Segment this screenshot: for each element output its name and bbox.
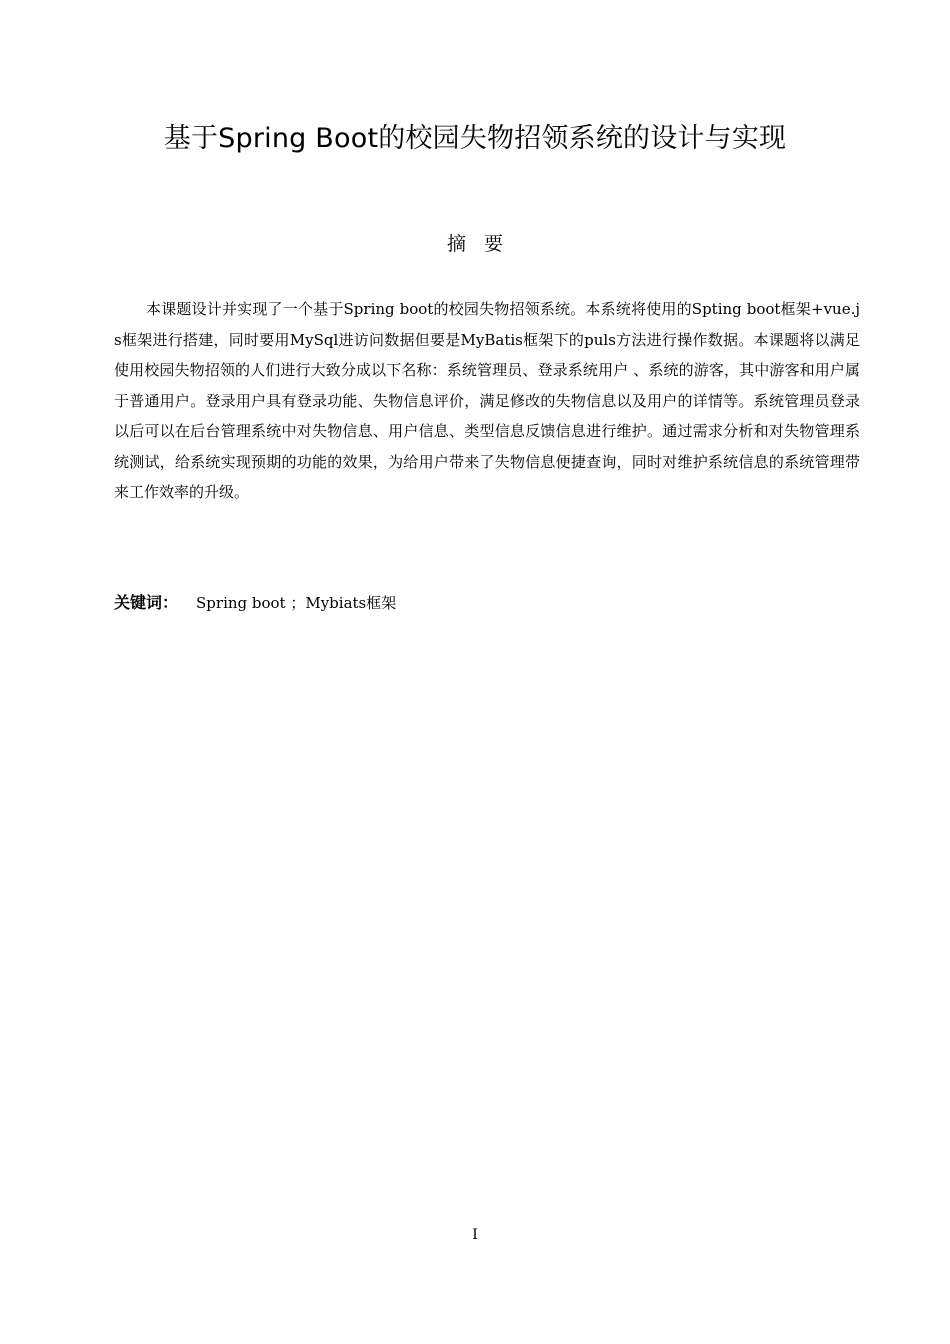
keywords-line	[114, 589, 860, 617]
paper-title: 基于Spring Boot的校园失物招领系统的设计与实现	[163, 123, 787, 154]
abstract-heading: 摘要	[446, 233, 521, 255]
page-number: I	[472, 1227, 478, 1243]
keywords-label: 关键词：	[114, 593, 179, 612]
keywords-value: Spring boot ；Mybiats框架	[196, 594, 397, 612]
abstract-body: 本课题设计并实现了一个基于Spring boot的校园失物招领系统。本系统将使用的Spting boot框架+vue.js框架进行搭建，同时要用MySql进访问数据但要是MyBatis框架下的puls方法进行操作数据。本课题将以满足使用校园失物招领的人们进行大致分成以下名称：系统管理员、登录系统用户 、系统的游客，其中游客和用户属于普通用户。登录用户具有登录功能、失物信息评价，满足修改的失物信息以及用户的详情等。系统管理员登录以后可以在后台管理系统中对失物信息、用户信息、类型信息反馈信息进行维护。通过需求分析和对失物管理系统测试，给系统实现预期的功能的效果，为给用户带来了失物信息便捷查询，同时对维护系统信息的系统管理带来工作效率的升级。	[114, 300, 860, 501]
